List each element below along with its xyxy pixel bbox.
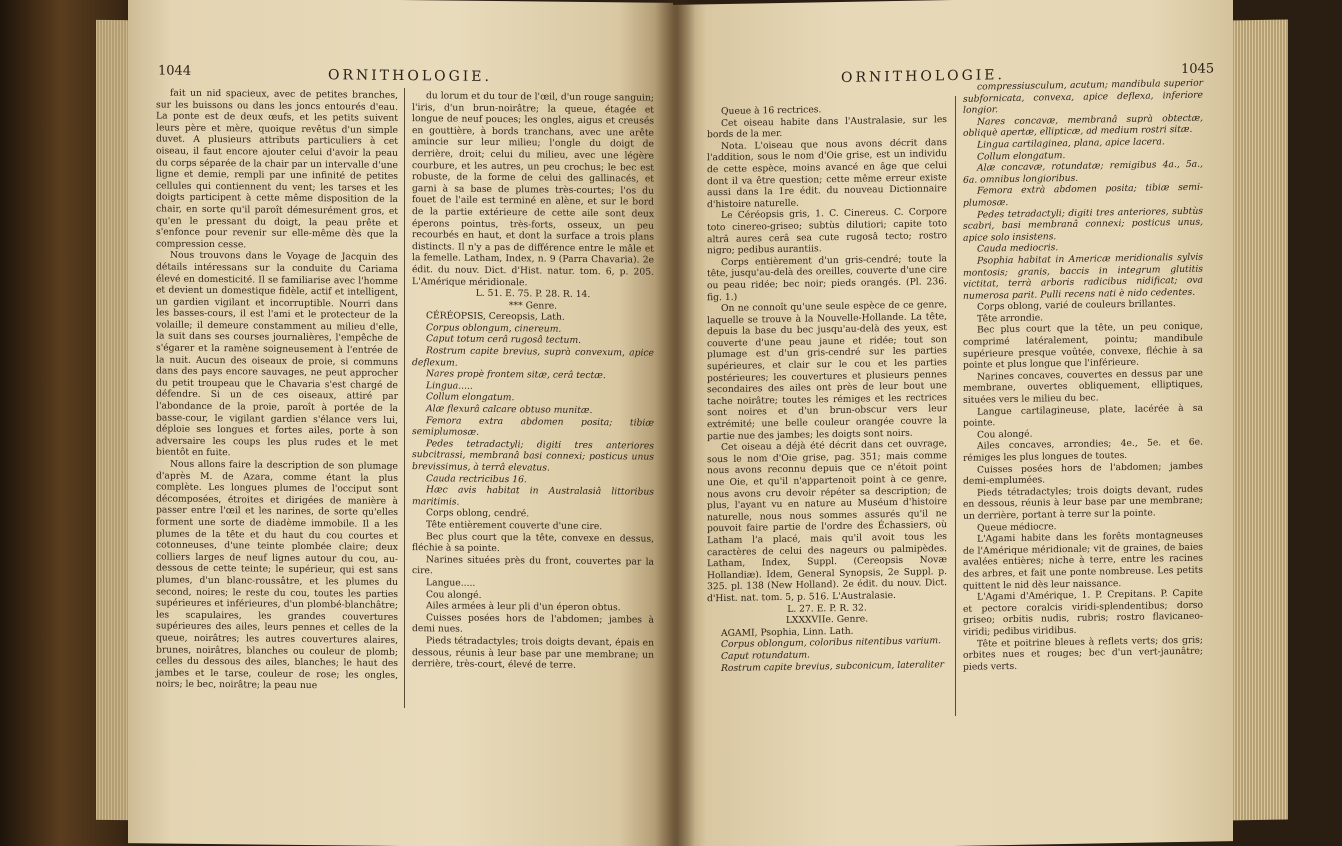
paragraph: Ailes armées à leur pli d'un éperon obtus.: [426, 600, 621, 614]
paragraph: Psophia habitat in Americæ meridionalis sylvis montosis; granis, baccis in integrum glutitis victitat, terrà arboris radicibus nidificat; ova numerosa parit. Pulli recens nati è nido cedentes.: [963, 251, 1203, 302]
paragraph: Hæc avis habitat in Australasiâ littoribus maritimis.: [412, 484, 654, 508]
paragraph: Alæ flexurâ calcare obtuso munitæ.: [426, 403, 593, 417]
paragraph: L'Agami d'Amérique, 1. P. Crepitans. P. Capite et pectore coralcis viridi-splendentibus; dorso griseo; orbitis nudis, rubris; rostro flavicaneo-viridi; pedibus viridibus.: [963, 587, 1203, 638]
paragraph: Corps oblong, cendré.: [426, 507, 530, 520]
paragraph: Lingua cartilaginea, plana, apice lacera.: [977, 136, 1165, 151]
paragraph: Tête et poitrine bleues à reflets verts; dos gris; orbites nues et rouges; bec d'un vert-jaunâtre; pieds verts.: [963, 634, 1203, 673]
page-number: 1045: [1181, 61, 1215, 78]
text-column-2: [963, 78, 1203, 673]
paragraph: *** Genre.: [508, 299, 558, 312]
paragraph: Bec plus court que la tête, un peu conique, comprimé latéralement, pointu; mandibule supérieure presque voûtée, convexe, fléchie à sa pointe et plus longue que l'inférieure.: [963, 321, 1203, 372]
paragraph: Cauda rectricibus 16.: [426, 472, 527, 485]
left-page: [128, 0, 673, 846]
paragraph: Narines situées près du front, couvertes par la cire.: [412, 554, 654, 577]
paragraph: On ne connoît qu'une seule espèce de ce genre, laquelle se trouve à la Nouvelle-Hollande. La tête, depuis la base du bec jusqu'au-delà des yeux, est couverte d'une peau jaune et ridée; tout son plumage est d'un gris-cendré sur les parties supérieures, et clair sur le cou et les parties postérieures; les couvertures et plusieurs pennes secondaires des ailes ont près de leur bout une tache noirâtre; toutes les rémiges et les rectrices sont noires et d'un brun-obscur vers leur extrémité; une belle couleur orangée couvre la partie nue des jambes; les doigts sont noirs.: [707, 299, 947, 442]
paragraph: Langue.....: [426, 577, 476, 589]
column-rule: [404, 88, 405, 708]
running-head: ORNITHOLOGIE.: [841, 67, 1005, 86]
paragraph: Pedes tetradactyli; digiti tres anteriores, subtùs scabri, basi membranâ connexi; posticus unus, apice solo insistens.: [963, 205, 1203, 244]
paragraph: Cet oiseau a déjà été décrit dans cet ouvrage, sous le nom d'Oie grise, pag. 351; mais comme nous avons reconnu depuis que ce n'étoit point une Oie, et qu'il n'appartenoit point à ce genre, nous avons cru devoir répéter sa description; de plus, l'ayant vu en nature au Muséum d'histoire naturelle, nous nous sommes assurés qu'il ne pouvoit faire partie de l'ordre des Échassiers, où Latham l'a placé, mais qu'il avoit tous les caractères de celui des nageurs ou palmipèdes. Latham, Index, Suppl. (Cereopsis Novæ Hollandiæ). Idem, General Synopsis, 2e Suppl. p. 325. pl. 138 (New Holland). 2e édit. du nouv. Dict. d'Hist. nat. tom. 5, p. 516. L'Australasie.: [707, 438, 947, 605]
paragraph: Nares concavæ, membranâ suprà obtectæ, obliquè apertæ, ellipticæ, ad medium rostri sitæ.: [963, 112, 1203, 140]
paragraph: L. 27. E. P. R. 32.: [787, 602, 867, 615]
paragraph: Cuisses posées hors de l'abdomen; jambes à demi nues.: [412, 611, 654, 635]
paragraph: compressiusculum, acutum; mandibula superior subfornicata, convexa, apice deflexa, inferiore longior.: [963, 77, 1203, 117]
paragraph: Femora extra abdomen posita; tibiæ semiplumosæ.: [412, 414, 654, 439]
paragraph: Corps oblong, varié de couleurs brillantes.: [977, 298, 1176, 313]
paragraph: Queue à 16 rectrices.: [721, 104, 822, 118]
paragraph: Corpus oblongum, cinereum.: [426, 322, 562, 335]
column-rule: [955, 96, 956, 716]
paragraph: Cet oiseau habite dans l'Australasie, sur les bords de la mer.: [707, 113, 947, 141]
paragraph: Tête arrondie.: [977, 312, 1044, 325]
right-page: [673, 0, 1233, 846]
paragraph: Nous allons faire la description de son plumage d'après M. de Azara, comme étant la plus complète. Les longues plumes de l'occiput sont décomposées, étroites et dirigées de manière à passer entre l'œil et les narines, de sorte qu'elles forment une sorte de diadème immobile. Il a les plumes de la tête et du haut du cou courtes et cotonneuses, d'une teinte plombée claire; deux colliers larges de neuf lignes autour du cou, au-dessous de cette teinte; le supérieur, qui est sans plumes, d'un blanc-roussâtre, et les plumes du second, noires; le reste du cou, toutes les parties supérieures et inférieures, d'un plombé-blanchâtre; les scapulaires, les grandes couvertures supérieures des ailes, leurs pennes et celles de la queue, noirâtres; les autres couvertures alaires, brunes, noirâtres, blanches ou couleur de plomb; celles du dessous des ailes, blanches; le haut des jambes et le tarse, couleur de rose; les ongles, noirs; le bec, noirâtre; la peau nue: [156, 458, 398, 692]
paragraph: Corpus oblongum, coloribus nitentibus varium.: [721, 635, 941, 651]
paragraph: LXXXVIIe. Genre.: [785, 613, 869, 627]
paragraph: Collum elongatum.: [977, 149, 1066, 163]
paragraph: Lingua.....: [426, 380, 473, 392]
text-column-1: [156, 87, 398, 692]
running-head: ORNITHOLOGIE.: [328, 67, 492, 85]
paragraph: L. 51. E. 75. P. 28. R. 14.: [475, 287, 591, 301]
paragraph: Le Céréopsis gris, 1. C. Cinereus. C. Corpore toto cinereo-griseo; subtùs dilutiori; capite toto altrâ aures cerâ sea cute rugosâ tecto; rostro nigro; pedibus aurantiis.: [707, 206, 947, 257]
paragraph: Ailes concaves, arrondies; 4e., 5e. et 6e. rémiges les plus longues de toutes.: [963, 437, 1203, 464]
paragraph: Pieds tétradactyles; trois doigts devant, rudes en dessous, réunis à leur base par une membrane; un derrière, portant à terre sur la pointe.: [963, 483, 1203, 522]
paragraph: Rostrum capite brevius, subconicum, lateraliter: [721, 658, 945, 674]
paragraph: Nous trouvons dans le Voyage de Jacquin des détails intéressans sur la conduite du Cariama élevé en domesticité. Il se familiarise avec l'homme et devient un domestique fidèle, actif et intelligent, un gardien vigilant et incorruptible. Nourri dans les basses-cours, il est l'ami et le protecteur de la volaille; il demeure constamment au milieu d'elle, la suit dans ses courses journalières, l'empêche de s'égarer et la ramène soigneusement à l'entrée de la nuit. Aucun des oiseaux de proie, si communs dans des pays encore sauvages, ne peut approcher du petit troupeau que le Chavaria s'est chargé de défendre. Si un de ces oiseaux, attiré par l'abondance de la proie, paroît à portée de la basse-cour, le vigilant gardien s'élance vers lui, déploie ses longues et fortes ailes, porte à son adversaire les coups les plus rudes et le met bientôt en fuite.: [156, 249, 398, 459]
paragraph: Cou alongé.: [977, 428, 1033, 441]
paragraph: Queue médiocre.: [977, 520, 1057, 534]
paragraph: fait un nid spacieux, avec de petites branches, sur les buissons ou dans les joncs entourés d'eau. La ponte est de deux œufs, et les petits suivent leurs père et mère, quoique revêtus d'un simple duvet. A plusieurs attributs particuliers à cet oiseau, il faut encore ajouter celui d'avoir la peau du corps séparée de la chair par un intervalle d'une ligne et demie, rempli par une infinité de petites cellules qui contiennent du vent; les tarses et les doigts participent à cette même disposition de la chair, en sorte qu'il paroît démesurément gros, et qu'en le pressant du doigt, la peau prête et s'enfonce pour revenir sur elle-même dès que la compression cesse.: [156, 87, 398, 251]
text-column-2: [412, 90, 654, 672]
paragraph: Caput totum cerâ rugosâ tectum.: [426, 333, 582, 347]
paragraph: Pedes tetradactyli; digiti tres anteriores subcitrassi, membranâ basi connexi; posticus unus brevissimus, à terrâ elevatus.: [412, 438, 654, 474]
left-page-edges: [96, 20, 130, 820]
paragraph: Tête entièrement couverte d'une cire.: [426, 519, 603, 533]
paragraph: Pieds tétradactyles; trois doigts devant, épais en dessous, réunis à leur base par une membrane; un derrière, très-court, élevé de terre.: [412, 635, 654, 671]
paragraph: Narines concaves, couvertes en dessus par une membrane, ouvertes obliquement, elliptiques, situées vers le milieu du bec.: [963, 367, 1203, 406]
paragraph: Cuisses posées hors de l'abdomen; jambes demi-emplumées.: [963, 460, 1203, 488]
paragraph: AGAMI, Psophia, Linn. Lath.: [721, 625, 854, 639]
paragraph: Caput rotundatum.: [721, 649, 810, 662]
right-page-edges: [1228, 19, 1288, 820]
paragraph: Corps entièrement d'un gris-cendré; toute la tête, jusqu'au-delà des oreilles, couverte d'une cire ou peau ridée; bec noir; pieds orangés. (Pl. 236. fig. 1.): [707, 252, 947, 303]
paragraph: CÉRÉOPSIS, Cereopsis, Lath.: [426, 310, 565, 324]
paragraph: Alæ concavæ, rotundatæ; remigibus 4a., 5a., 6a. omnibus longioribus.: [963, 158, 1203, 186]
paragraph: Femora extrà abdomen posita; tibiæ semi-plumosæ.: [963, 181, 1203, 209]
page-number: 1044: [158, 63, 192, 79]
text-column-1: [707, 102, 947, 674]
paragraph: Langue cartilagineuse, plate, lacérée à sa pointe.: [963, 402, 1203, 430]
book-gutter: [655, 0, 695, 846]
paragraph: Bec plus court que la tête, convexe en dessus, fléchie à sa pointe.: [412, 530, 654, 555]
paragraph: L'Agami habite dans les forêts montagneuses de l'Amérique méridionale; vit de graines, de baies avalées entières; niche à terre, entre les racines des arbres, et fait une ponte nombreuse. Les petits quittent le nid dès leur naissance.: [963, 529, 1203, 592]
paragraph: Cauda mediocris.: [977, 242, 1059, 255]
paragraph: Rostrum capite brevius, suprà convexum, apice deflexum.: [412, 345, 654, 369]
paragraph: Nota. L'oiseau que nous avons décrit dans l'addition, sous le nom d'Oie grise, est un individu de cette espèce, moins avancé en âge que celui dont il va être question; cette même erreur existe aussi dans la 1re édit. du nouveau Dictionnaire d'histoire naturelle.: [707, 136, 947, 211]
paragraph: du lorum et du tour de l'œil, d'un rouge sanguin; l'iris, d'un brun-noirâtre; la queue, étagée et longue de neuf pouces; les ongles, aigus et creusés en gouttière, à bords tranchans, avec une arête amincie sur leur milieu; l'ongle du doigt de derrière, droit; celui du milieu, avec une légère courbure, et les autres, un peu crochus; le bec est robuste, de la forme de celui des gallinacés, et garni à sa base de plumes très-courtes; l'os du fouet de l'aile est terminé en alène, et sur le bord de la partie extérieure de cette aile sont deux éperons pointus, très-forts, osseux, un peu recourbés en haut, et dont la surface a trois plans distincts. Il n'y a pas de différence entre le mâle et la femelle. Latham, Index, n. 9 (Parra Chavaria). 2e édit. du nouv. Dict. d'Hist. natur. tom. 6, p. 205. L'Amérique méridionale.: [412, 90, 654, 288]
paragraph: Collum elongatum.: [426, 391, 515, 404]
paragraph: Cou alongé.: [426, 588, 482, 601]
paragraph: Nares propè frontem sitæ, cerâ tectæ.: [426, 368, 606, 382]
